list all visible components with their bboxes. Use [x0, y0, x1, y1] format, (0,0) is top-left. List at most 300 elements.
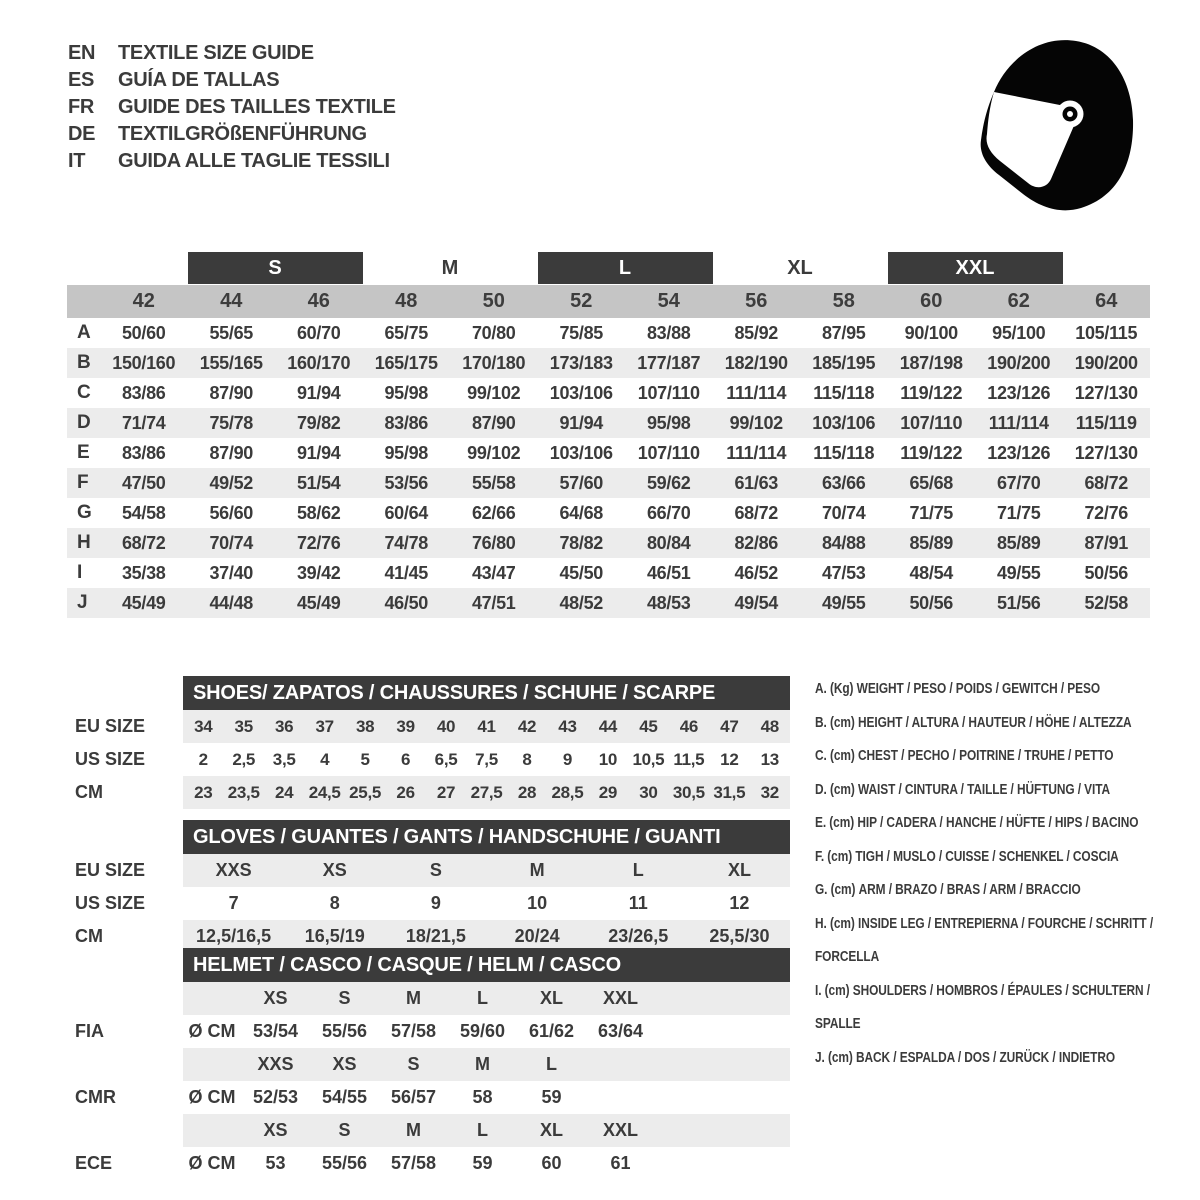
- size-value: 127/130: [1074, 383, 1138, 403]
- language-code: FR: [68, 96, 95, 118]
- size-value: 55/65: [209, 323, 254, 343]
- glove-size: 23/26,5: [608, 926, 669, 946]
- size-value: 107/110: [637, 383, 700, 403]
- helmet-cm: 53/54: [252, 1021, 299, 1041]
- size-value: 71/75: [996, 503, 1041, 523]
- shoe-size: 6: [401, 750, 411, 769]
- shoe-size: 28,5: [551, 783, 584, 802]
- size-value: 72/76: [296, 533, 341, 553]
- size-value: 75/78: [209, 413, 254, 433]
- size-value: 87/91: [1084, 533, 1129, 553]
- helmet-title-bar: HELMET / CASCO / CASQUE / HELM / CASCO: [183, 948, 790, 982]
- helmet-cm: 56/57: [390, 1087, 437, 1107]
- size-value: 47/51: [471, 593, 516, 613]
- legend-key: J. (cm): [815, 1049, 853, 1066]
- size-value: 50/56: [1084, 563, 1129, 583]
- legend-item: [815, 740, 1168, 774]
- glove-size: XS: [322, 860, 347, 880]
- size-value: 67/70: [996, 473, 1041, 493]
- size-group-xxl: XXL: [888, 252, 1063, 284]
- helmet-cm: 59/60: [459, 1021, 506, 1041]
- header-spacer: [100, 252, 188, 284]
- size-value: 83/86: [121, 383, 166, 403]
- numeric-size: 58: [832, 290, 855, 312]
- size-value: 91/94: [559, 413, 604, 433]
- helmet-fia-values-row: [67, 1015, 790, 1048]
- standard-label: ECE: [75, 1153, 113, 1173]
- helmet-cm: 61: [610, 1153, 631, 1173]
- size-group-header: [100, 252, 1150, 284]
- numeric-size: 56: [745, 290, 768, 312]
- row-label: [67, 982, 183, 1015]
- size-value: 99/102: [467, 443, 521, 463]
- shoe-size: 10,5: [632, 750, 665, 769]
- size-table-row: [67, 528, 1150, 558]
- helmet-table: [67, 948, 790, 1180]
- helmet-size: L: [546, 1054, 557, 1074]
- helmet-cm: [586, 1081, 655, 1114]
- helmet-ece-sizes-row: [67, 1114, 790, 1147]
- size-value: 64/68: [559, 503, 604, 523]
- textile-size-table: [67, 252, 1150, 618]
- helmet-cm: 53: [265, 1153, 286, 1173]
- size-value: 49/55: [996, 563, 1041, 583]
- size-value: 58/62: [296, 503, 341, 523]
- legend-key: E. (cm): [815, 815, 855, 831]
- shoe-size: 23: [194, 783, 213, 802]
- size-value: 177/187: [637, 353, 701, 373]
- size-value: 62/66: [471, 503, 516, 523]
- helmet-cm: 58: [472, 1087, 493, 1107]
- size-value: 182/190: [724, 353, 788, 373]
- size-value: 66/70: [646, 503, 691, 523]
- legend-item: [815, 807, 1168, 841]
- legend-item: [815, 874, 1168, 908]
- size-group-m: M: [441, 257, 459, 279]
- language-line: [68, 121, 396, 148]
- size-value: 68/72: [734, 503, 779, 523]
- shoe-size: 7,5: [475, 750, 498, 769]
- legend-text: BACK / ESPALDA / DOS / ZURÜCK / INDIETRO: [856, 1049, 1116, 1066]
- measure-letter: C: [77, 382, 91, 403]
- size-value: 61/63: [734, 473, 779, 493]
- size-table-row: [67, 468, 1150, 498]
- legend-item: [815, 707, 1168, 741]
- shoes-row: [67, 776, 790, 809]
- shoe-size: 36: [275, 717, 294, 736]
- shoe-size: 27: [436, 783, 456, 802]
- helmet-cm: 61/62: [528, 1021, 575, 1041]
- language-title: TEXTILE SIZE GUIDE: [118, 42, 314, 64]
- size-value: 103/106: [812, 413, 876, 433]
- numeric-size: 60: [920, 290, 943, 312]
- helmet-size: XXS: [257, 1054, 294, 1074]
- helmet-size: [586, 1048, 655, 1081]
- size-value: 95/98: [384, 443, 429, 463]
- legend-item: [815, 908, 1168, 975]
- shoes-title-bar: SHOES/ ZAPATOS / CHAUSSURES / SCHUHE / SCARPE: [183, 676, 790, 710]
- size-value: 99/102: [467, 383, 521, 403]
- size-value: 165/175: [374, 353, 438, 373]
- size-value: 68/72: [1084, 473, 1129, 493]
- size-table-row: [67, 348, 1150, 378]
- language-title: GUIDE DES TAILLES TEXTILE: [118, 96, 396, 118]
- gloves-table: [67, 820, 790, 953]
- size-value: 65/68: [909, 473, 954, 493]
- standard-label: CMR: [75, 1087, 116, 1107]
- numeric-size: 54: [657, 290, 680, 312]
- language-code: IT: [68, 150, 86, 172]
- size-value: 150/160: [112, 353, 176, 373]
- size-value: 51/56: [996, 593, 1041, 613]
- size-value: 82/86: [734, 533, 779, 553]
- numeric-size: 44: [220, 290, 243, 312]
- size-table-body: [67, 318, 1150, 618]
- measure-letter: I: [77, 562, 83, 583]
- measure-letter: H: [77, 532, 91, 553]
- size-value: 54/58: [121, 503, 166, 523]
- language-list: [68, 40, 396, 175]
- language-code: EN: [68, 42, 96, 64]
- gloves-row: [67, 854, 790, 887]
- size-value: 95/98: [646, 413, 691, 433]
- size-value: 115/118: [813, 443, 875, 463]
- helmet-cm: 60: [541, 1153, 562, 1173]
- shoe-size: 30: [639, 783, 658, 802]
- shoes-values: [183, 710, 790, 743]
- helmet-cm: 57/58: [390, 1153, 437, 1173]
- helmet-size: S: [407, 1054, 420, 1074]
- size-value: 48/54: [909, 563, 954, 583]
- helmet-cmr-sizes-row: [67, 1048, 790, 1081]
- glove-size: XL: [727, 860, 751, 880]
- measure-letter: G: [77, 502, 92, 523]
- glove-size: 9: [430, 893, 441, 913]
- glove-size: 18/21,5: [405, 926, 466, 946]
- legend-key: H. (cm): [815, 915, 855, 932]
- legend-text: SHOULDERS / HOMBROS / ÉPAULES / SCHULTERN / SPALLE: [815, 982, 1151, 1032]
- glove-size: S: [429, 860, 442, 880]
- size-value: 43/47: [471, 563, 516, 583]
- size-value: 105/115: [1075, 323, 1138, 343]
- size-value: 170/180: [462, 353, 526, 373]
- size-table-row: [67, 438, 1150, 468]
- shoe-size: 34: [194, 717, 213, 736]
- shoe-size: 3,5: [272, 750, 296, 769]
- row-label: [67, 1114, 183, 1147]
- size-table-row: [67, 378, 1150, 408]
- size-value: 45/49: [296, 593, 341, 613]
- helmet-size: XS: [263, 1120, 288, 1140]
- size-table-row: [67, 318, 1150, 348]
- size-value: 49/55: [821, 593, 866, 613]
- helmet-size: L: [477, 988, 488, 1008]
- row-label: EU SIZE: [75, 860, 146, 880]
- glove-size: L: [632, 860, 644, 880]
- shoe-size: 6,5: [434, 750, 458, 769]
- legend-key: D. (cm): [815, 781, 855, 798]
- numeric-size-band: [67, 285, 1150, 318]
- legend-text: INSIDE LEG / ENTREPIERNA / FOURCHE / SCHRITT / FORCELLA: [815, 915, 1154, 965]
- size-value: 63/66: [821, 473, 866, 493]
- size-group-l: L: [538, 252, 713, 284]
- size-group-s: S: [188, 252, 363, 284]
- size-value: 91/94: [296, 383, 341, 403]
- size-value: 55/58: [471, 473, 516, 493]
- size-value: 70/80: [471, 323, 516, 343]
- size-table-row: [67, 498, 1150, 528]
- shoe-size: 9: [562, 750, 573, 769]
- shoe-size: 37: [315, 717, 334, 736]
- glove-size: 16,5/19: [304, 926, 365, 946]
- racing-helmet-icon: [973, 34, 1143, 219]
- row-label: [67, 1048, 183, 1081]
- glove-size: 8: [329, 893, 340, 913]
- shoe-size: 28: [517, 783, 537, 802]
- legend-key: G. (cm): [815, 882, 856, 898]
- size-value: 99/102: [729, 413, 783, 433]
- shoe-size: 30,5: [672, 783, 705, 802]
- helmet-cm: 55/56: [321, 1021, 368, 1041]
- size-value: 46/52: [734, 563, 779, 583]
- language-title: GUÍA DE TALLAS: [118, 69, 280, 91]
- size-value: 65/75: [384, 323, 429, 343]
- numeric-size: 62: [1007, 290, 1030, 312]
- size-value: 95/100: [992, 323, 1046, 343]
- size-value: 190/200: [987, 353, 1051, 373]
- legend-text: ARM / BRAZO / BRAS / ARM / BRACCIO: [858, 882, 1081, 898]
- shoe-size: 31,5: [713, 783, 746, 802]
- numeric-size: 52: [570, 290, 593, 312]
- size-value: 47/50: [121, 473, 166, 493]
- shoe-size: 42: [517, 717, 537, 736]
- measurement-legend: [815, 673, 1168, 1075]
- shoes-table: [67, 676, 790, 809]
- helmet-size: S: [338, 988, 351, 1008]
- measure-letter: B: [77, 352, 91, 373]
- measure-letter: A: [77, 322, 91, 343]
- helmet-size: XXL: [602, 988, 638, 1008]
- shoe-size: 35: [234, 717, 253, 736]
- size-value: 90/100: [904, 323, 958, 343]
- glove-size: 11: [628, 893, 648, 913]
- glove-size: 20/24: [514, 926, 560, 946]
- gloves-body: [67, 854, 790, 953]
- shoe-size: 26: [396, 783, 415, 802]
- glove-size: 25,5/30: [709, 926, 770, 946]
- helmet-size: M: [406, 1120, 421, 1140]
- language-line: [68, 67, 396, 94]
- diameter-unit: Ø CM: [188, 1087, 236, 1107]
- shoe-size: 27,5: [470, 783, 503, 802]
- measure-letter: J: [77, 592, 88, 613]
- size-value: 35/38: [121, 563, 166, 583]
- glove-size: 7: [228, 893, 239, 913]
- helmet-size: XS: [263, 988, 288, 1008]
- size-value: 87/90: [471, 413, 516, 433]
- size-value: 127/130: [1074, 443, 1138, 463]
- measure-letter: D: [77, 412, 91, 433]
- size-value: 59/62: [646, 473, 691, 493]
- shoes-row: [67, 710, 790, 743]
- numeric-size: 64: [1095, 290, 1118, 312]
- language-line: [68, 94, 396, 121]
- shoe-size: 4: [320, 750, 330, 769]
- size-value: 87/95: [821, 323, 866, 343]
- legend-item: [815, 975, 1168, 1042]
- numeric-size: 50: [482, 290, 505, 312]
- size-value: 46/51: [646, 563, 691, 583]
- size-table-row: [67, 588, 1150, 618]
- shoe-size: 41: [477, 717, 496, 736]
- row-label: US SIZE: [75, 749, 146, 769]
- legend-item: [815, 673, 1168, 707]
- helmet-size: XS: [332, 1054, 357, 1074]
- size-value: 53/56: [384, 473, 429, 493]
- helmet-size: XL: [539, 988, 563, 1008]
- row-label: US SIZE: [75, 893, 146, 913]
- size-value: 190/200: [1074, 353, 1138, 373]
- size-value: 68/72: [121, 533, 166, 553]
- legend-key: F. (cm): [815, 848, 853, 865]
- size-value: 41/45: [384, 563, 429, 583]
- numeric-size: 42: [132, 290, 155, 312]
- shoe-size: 11,5: [673, 750, 705, 769]
- size-value: 95/98: [384, 383, 429, 403]
- size-value: 71/74: [121, 413, 166, 433]
- size-value: 60/70: [296, 323, 341, 343]
- shoe-size: 46: [679, 717, 699, 736]
- size-value: 49/54: [734, 593, 779, 613]
- shoe-size: 13: [760, 750, 779, 769]
- helmet-cm: 57/58: [390, 1021, 437, 1041]
- size-value: 103/106: [549, 443, 613, 463]
- size-value: 56/60: [209, 503, 254, 523]
- shoe-size: 48: [760, 717, 779, 736]
- size-value: 123/126: [987, 383, 1051, 403]
- size-group-xl: XL: [787, 257, 813, 279]
- shoe-size: 45: [639, 717, 658, 736]
- size-value: 187/198: [899, 353, 963, 373]
- standard-label: FIA: [75, 1021, 104, 1041]
- language-line: [68, 40, 396, 67]
- size-value: 71/75: [909, 503, 954, 523]
- helmet-cm: 52/53: [252, 1087, 299, 1107]
- size-value: 57/60: [559, 473, 604, 493]
- size-value: 60/64: [384, 503, 429, 523]
- glove-size: M: [529, 860, 545, 880]
- size-value: 185/195: [812, 353, 876, 373]
- gloves-title-bar: GLOVES / GUANTES / GANTS / HANDSCHUHE / GUANTI: [183, 820, 790, 854]
- shoes-row: [67, 743, 790, 776]
- measure-letter: E: [77, 442, 90, 463]
- size-value: 52/58: [1084, 593, 1129, 613]
- size-value: 75/85: [559, 323, 604, 343]
- size-value: 48/52: [559, 593, 604, 613]
- helmet-size: S: [338, 1120, 351, 1140]
- legend-text: CHEST / PECHO / POITRINE / TRUHE / PETTO: [858, 748, 1114, 764]
- shoe-size: 12: [720, 750, 739, 769]
- legend-text: WEIGHT / PESO / POIDS / GEWITCH / PESO: [856, 681, 1100, 697]
- shoe-size: 39: [396, 717, 415, 736]
- helmet-cm: 63/64: [597, 1021, 644, 1041]
- size-value: 107/110: [637, 443, 700, 463]
- shoe-size: 10: [598, 750, 618, 769]
- legend-key: A. (Kg): [815, 681, 854, 697]
- shoe-size: 38: [355, 717, 375, 736]
- size-value: 37/40: [209, 563, 254, 583]
- shoes-values: [183, 743, 790, 776]
- size-value: 45/49: [121, 593, 166, 613]
- shoes-values: [183, 776, 790, 809]
- helmet-size: XXL: [602, 1120, 638, 1140]
- diameter-unit: Ø CM: [188, 1021, 236, 1041]
- shoe-size: 2,5: [232, 750, 256, 769]
- size-value: 45/50: [559, 563, 604, 583]
- size-value: 51/54: [296, 473, 341, 493]
- size-value: 160/170: [287, 353, 351, 373]
- legend-text: TIGH / MUSLO / CUISSE / SCHENKEL / COSCIA: [855, 848, 1119, 865]
- helmet-fia-sizes-row: [67, 982, 790, 1015]
- row-label: EU SIZE: [75, 716, 146, 736]
- language-title: TEXTILGRÖßENFÜHRUNG: [118, 123, 367, 145]
- size-value: 111/114: [988, 413, 1049, 433]
- gloves-values: [183, 887, 790, 920]
- shoe-size: 2: [198, 750, 208, 769]
- size-value: 50/60: [121, 323, 166, 343]
- size-value: 155/165: [199, 353, 263, 373]
- size-value: 39/42: [296, 563, 341, 583]
- size-value: 123/126: [987, 443, 1051, 463]
- shoe-size: 43: [558, 717, 577, 736]
- size-value: 103/106: [549, 383, 613, 403]
- size-value: 119/122: [900, 383, 963, 403]
- legend-item: [815, 774, 1168, 808]
- shoe-size: 25,5: [349, 783, 382, 802]
- language-title: GUIDA ALLE TAGLIE TESSILI: [118, 150, 390, 172]
- shoe-size: 5: [360, 750, 370, 769]
- shoe-size: 47: [720, 717, 739, 736]
- language-line: [68, 148, 396, 175]
- helmet-size: M: [475, 1054, 490, 1074]
- numeric-size: 46: [307, 290, 330, 312]
- size-table-row: [67, 558, 1150, 588]
- legend-key: I. (cm): [815, 982, 850, 999]
- size-value: 70/74: [821, 503, 866, 523]
- unit-spacer: [183, 1048, 241, 1081]
- size-value: 91/94: [296, 443, 341, 463]
- helmet-cm: 54/55: [321, 1087, 368, 1107]
- shoe-size: 24,5: [308, 783, 341, 802]
- size-value: 173/183: [549, 353, 613, 373]
- size-value: 47/53: [821, 563, 866, 583]
- size-value: 85/89: [996, 533, 1041, 553]
- shoe-size: 24: [275, 783, 294, 802]
- helmet-size: XL: [539, 1120, 563, 1140]
- glove-size: 12,5/16,5: [196, 926, 272, 946]
- shoe-size: 8: [522, 750, 532, 769]
- size-value: 115/119: [1075, 413, 1137, 433]
- size-value: 83/86: [384, 413, 429, 433]
- legend-item: [815, 841, 1168, 875]
- unit-spacer: [183, 1114, 241, 1147]
- helmet-cmr-values-row: [67, 1081, 790, 1114]
- size-value: 46/50: [384, 593, 429, 613]
- glove-size: 12: [729, 893, 750, 913]
- size-value: 78/82: [559, 533, 604, 553]
- size-value: 85/92: [734, 323, 779, 343]
- size-value: 83/86: [121, 443, 166, 463]
